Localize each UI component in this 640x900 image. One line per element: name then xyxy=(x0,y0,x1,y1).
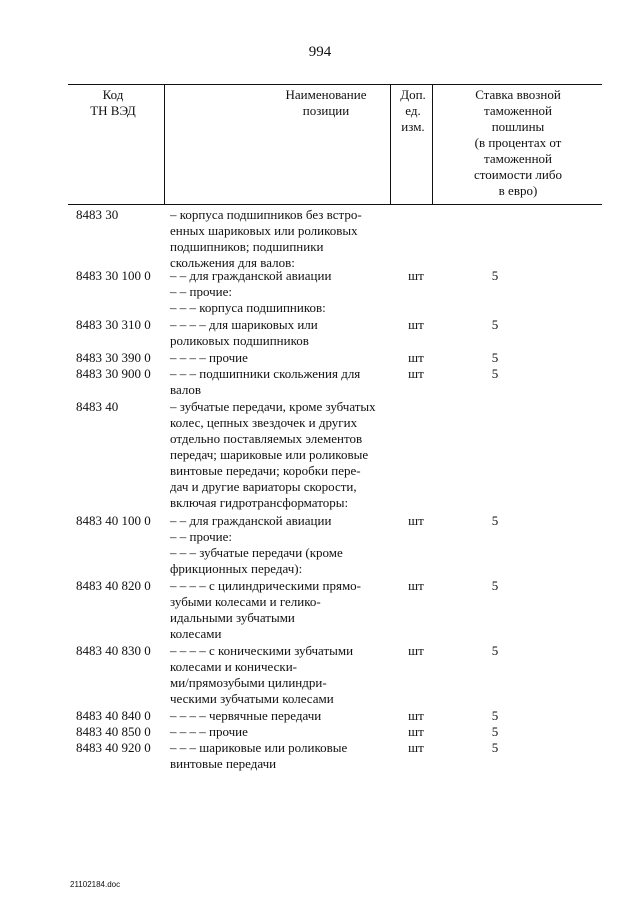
row-rate: 5 xyxy=(491,708,499,723)
row-name: – – – зубчатые передачи (кроме фрикционных передач): xyxy=(170,545,343,576)
row-unit: шт xyxy=(408,268,424,283)
row-name: – корпуса подшипников без встро- енных шариковых или роликовых подшипников; подшипники скольжения для валов: xyxy=(170,207,362,270)
row-code: 8483 40 840 0 xyxy=(76,708,151,723)
row-unit: шт xyxy=(408,366,424,381)
row-name: – – – – прочие xyxy=(170,350,248,365)
row-unit: шт xyxy=(408,578,424,593)
row-unit: шт xyxy=(408,317,424,332)
row-name: – – для гражданской авиации xyxy=(170,513,332,528)
row-name: – – – корпуса подшипников: xyxy=(170,300,326,315)
row-code: 8483 30 100 0 xyxy=(76,268,151,283)
header-code: Код ТН ВЭД xyxy=(90,87,136,118)
header-rate: Ставка ввозной таможенной пошлины (в процентах от таможенной стоимости либо в евро) xyxy=(473,87,562,198)
row-name: – зубчатые передачи, кроме зубчатых колес, цепных звездочек и других отдельно поставляемых элементов передач; шариковые или роликовые винтовые передачи; коробки пере- дач и другие вариаторы скорости, включая гидротрансформаторы: xyxy=(170,399,376,510)
row-code: 8483 30 xyxy=(76,207,119,222)
row-rate: 5 xyxy=(491,740,499,755)
row-name: – – прочие: xyxy=(170,284,232,299)
row-code: 8483 30 390 0 xyxy=(76,350,151,365)
row-rate: 5 xyxy=(491,317,499,332)
row-code: 8483 40 920 0 xyxy=(76,740,151,755)
row-name: – – – шариковые или роликовые винтовые передачи xyxy=(170,740,348,771)
row-unit: шт xyxy=(408,740,424,755)
header-name: Наименование позиции xyxy=(285,87,367,118)
row-rate: 5 xyxy=(491,724,499,739)
row-name: – – – подшипники скольжения для валов xyxy=(170,366,361,397)
row-unit: шт xyxy=(408,350,424,365)
row-unit: шт xyxy=(408,513,424,528)
row-unit: шт xyxy=(408,724,424,739)
row-rate: 5 xyxy=(491,513,499,528)
row-name: – – прочие: xyxy=(170,529,232,544)
row-rate: 5 xyxy=(491,578,499,593)
row-code: 8483 30 900 0 xyxy=(76,366,151,381)
row-rate: 5 xyxy=(491,366,499,381)
row-name: – – – – с цилиндрическими прямо- зубыми колесами и гелико- идальными зубчатыми колесами xyxy=(170,578,362,641)
row-rate: 5 xyxy=(491,268,499,283)
row-rate: 5 xyxy=(491,350,499,365)
row-code: 8483 40 820 0 xyxy=(76,578,151,593)
row-name: – – – – прочие xyxy=(170,724,248,739)
row-code: 8483 40 100 0 xyxy=(76,513,151,528)
table-header xyxy=(68,84,602,205)
row-name: – – для гражданской авиации xyxy=(170,268,332,283)
row-code: 8483 40 850 0 xyxy=(76,724,151,739)
row-unit: шт xyxy=(408,708,424,723)
page-number: 994 xyxy=(308,44,332,60)
row-rate: 5 xyxy=(491,643,499,658)
row-code: 8483 30 310 0 xyxy=(76,317,151,332)
row-unit: шт xyxy=(408,643,424,658)
row-code: 8483 40 830 0 xyxy=(76,643,151,658)
row-name: – – – – с коническими зубчатыми колесами и конически- ми/прямозубыми цилиндри- ческими зубчатыми колесами xyxy=(170,643,354,706)
row-name: – – – – для шариковых или роликовых подшипников xyxy=(170,317,318,348)
row-code: 8483 40 xyxy=(76,399,119,414)
document-id: 21102184.doc xyxy=(70,880,121,889)
row-name: – – – – червячные передачи xyxy=(170,708,322,723)
header-unit: Доп. ед. изм. xyxy=(400,87,426,134)
